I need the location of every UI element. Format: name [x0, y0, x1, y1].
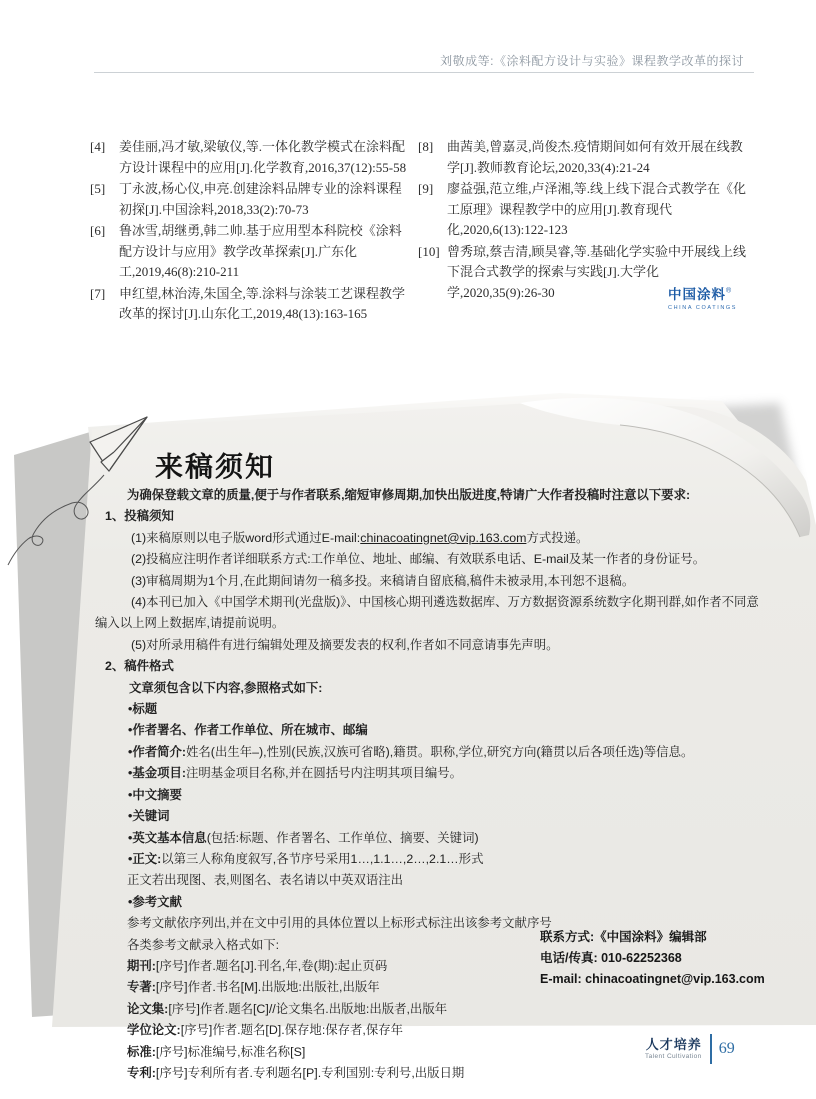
reference-item [418, 179, 748, 241]
header-rule [94, 72, 754, 73]
contact-line-editor: 联系方式:《中国涂料》编辑部 [540, 930, 707, 944]
reference-item [90, 221, 414, 283]
notice-line: •英文基本信息(包括:标题、作者署名、工作单位、摘要、关键词) [128, 830, 479, 845]
reference-text: 丁永波,杨心仪,申亮.创建涂料品牌专业的涂料课程初探[J].中国涂料,2018,33(2):70-73 [119, 181, 402, 217]
notice-line: 专著:[序号]作者.书名[M].出版地:出版社,出版年 [127, 980, 380, 995]
notice-line: 专利:[序号]专利所有者.专利题名[P].专利国别:专利号,出版日期 [127, 1065, 465, 1080]
notice-line: (2)投稿应注明作者详细联系方式:工作单位、地址、邮编、有效联系电话、E-mail及某一作者的身份证号。 [131, 552, 706, 567]
references-column-left [90, 137, 414, 326]
reference-number: [7] [90, 285, 106, 301]
footer-section-en: Talent Cultivation [645, 1052, 702, 1060]
running-head-title: 刘敬成等:《涂料配方设计与实验》课程教学改革的探讨 [440, 54, 744, 68]
notice-line: 为确保登载文章的质量,便于与作者联系,缩短审修周期,加快出版进度,特请广大作者投稿时注意以下要求: [127, 488, 691, 502]
references-column-right [418, 137, 748, 304]
footer-divider [710, 1034, 712, 1064]
notice-section-heading: 1、投稿须知 [105, 509, 174, 524]
notice-line: 各类参考文献录入格式如下: [127, 937, 280, 952]
reference-number: [5] [90, 181, 106, 196]
notice-body [95, 485, 763, 1084]
notice-line: 正文若出现图、表,则图名、表名请以中英双语注出 [127, 873, 404, 888]
reference-text: 曲茜美,曾嘉灵,尚俊杰.疫情期间如何有效开展在线教学[J].教师教育论坛,2020,33(4):21-24 [447, 139, 743, 175]
reference-text: 鲁冰雪,胡继勇,韩二帅.基于应用型本科院校《涂料配方设计与应用》教学改革探索[J].广东化工,2019,46(8):210-211 [119, 223, 402, 279]
notice-line: •正文:以第三人称角度叙写,各节序号采用1…,1.1…,2…,2.1…形式 [128, 851, 484, 866]
notice-line: •作者简介:姓名(出生年–),性别(民族,汉族可省略),籍贯。职称,学位,研究方向(籍贯以后各项任选)等信息。 [128, 744, 694, 759]
notice-line: •中文摘要 [128, 787, 182, 802]
notice-line: (4)本刊已加入《中国学术期刊(光盘版)》、中国核心期刊遴选数据库、万方数据资源系统数字化期刊群,如作者不同意编入以上网上数据库,请提前说明。 [95, 595, 759, 631]
notice-line: •作者署名、作者工作单位、所在城市、邮编 [128, 723, 368, 738]
logo-text-en: CHINA COATINGS [668, 304, 738, 311]
reference-number: [9] [418, 181, 434, 196]
notice-line: 标准:[序号]标准编号,标准名称[S] [127, 1044, 306, 1059]
notice-line: •关键词 [128, 809, 170, 824]
notice-line: •参考文献 [128, 894, 182, 909]
notice-title: 来稿须知 [155, 451, 276, 482]
notice-line: •标题 [128, 702, 158, 717]
reference-item [90, 284, 414, 325]
contact-line-email: E-mail: chinacoatingnet@vip.163.com [540, 972, 765, 986]
notice-line: •基金项目:注明基金项目名称,并在圆括号内注明其项目编号。 [128, 766, 463, 781]
reference-text: 曾秀琼,蔡吉清,顾昊睿,等.基础化学实验中开展线上线下混合式教学的探索与实践[J].大学化学,2020,35(9):26-30 [447, 243, 747, 300]
notice-line: 参考文献依序列出,并在文中引用的具体位置以上标形式标注出该参考文献序号 [127, 916, 552, 931]
reference-text: 廖益强,范立维,卢泽湘,等.线上线下混合式教学在《化工原理》课程教学中的应用[J].教育现代化,2020,6(13):122-123 [447, 181, 747, 237]
reference-item [90, 137, 414, 178]
reference-number: [4] [90, 139, 106, 154]
footer-section [645, 1038, 702, 1060]
reference-text: 申红望,林治涛,朱国全,等.涂料与涂装工艺课程教学改革的探讨[J].山东化工,2019,48(13):163-165 [119, 285, 406, 321]
registered-mark-icon: ® [726, 287, 732, 295]
notice-line: 学位论文:[序号]作者.题名[D].保存地:保存者,保存年 [127, 1023, 404, 1038]
contact-line-phone: 电话/传真: 010-62252368 [540, 951, 682, 965]
notice-line: 文章须包含以下内容,参照格式如下: [129, 680, 323, 695]
reference-number: [8] [418, 139, 434, 154]
reference-number: [6] [90, 223, 106, 238]
submission-email-link[interactable]: chinacoatingnet@vip.163.com [360, 530, 527, 545]
reference-number: [10] [418, 243, 440, 259]
reference-item [418, 137, 748, 178]
notice-line: (1)来稿原则以电子版word形式通过E-mail:chinacoatingnet@vip.163.com方式投递。 [131, 530, 589, 545]
reference-item [90, 179, 414, 220]
china-coatings-logo [668, 286, 737, 311]
reference-text: 姜佳丽,冯才敏,梁敏仪,等.一体化教学模式在涂料配方设计课程中的应用[J].化学教育,2016,37(12):55-58 [119, 139, 407, 175]
page-number: 69 [718, 1040, 735, 1057]
notice-line: (5)对所录用稿件有进行编辑处理及摘要发表的权利,作者如不同意请事先声明。 [131, 637, 559, 652]
notice-line: 论文集:[序号]作者.题名[C]//论文集名.出版地:出版者,出版年 [127, 1001, 448, 1016]
logo-text-cn: 中国涂料 [668, 287, 726, 302]
contact-block [540, 927, 765, 990]
notice-line: (3)审稿周期为1个月,在此期间请勿一稿多投。来稿请自留底稿,稿件未被录用,本刊恕不退稿。 [131, 573, 635, 588]
footer [645, 1034, 735, 1064]
notice-line: 期刊:[序号]作者.题名[J].刊名,年,卷(期):起止页码 [127, 958, 388, 973]
footer-section-cn: 人才培养 [645, 1036, 702, 1052]
notice-section-heading: 2、稿件格式 [105, 659, 174, 674]
